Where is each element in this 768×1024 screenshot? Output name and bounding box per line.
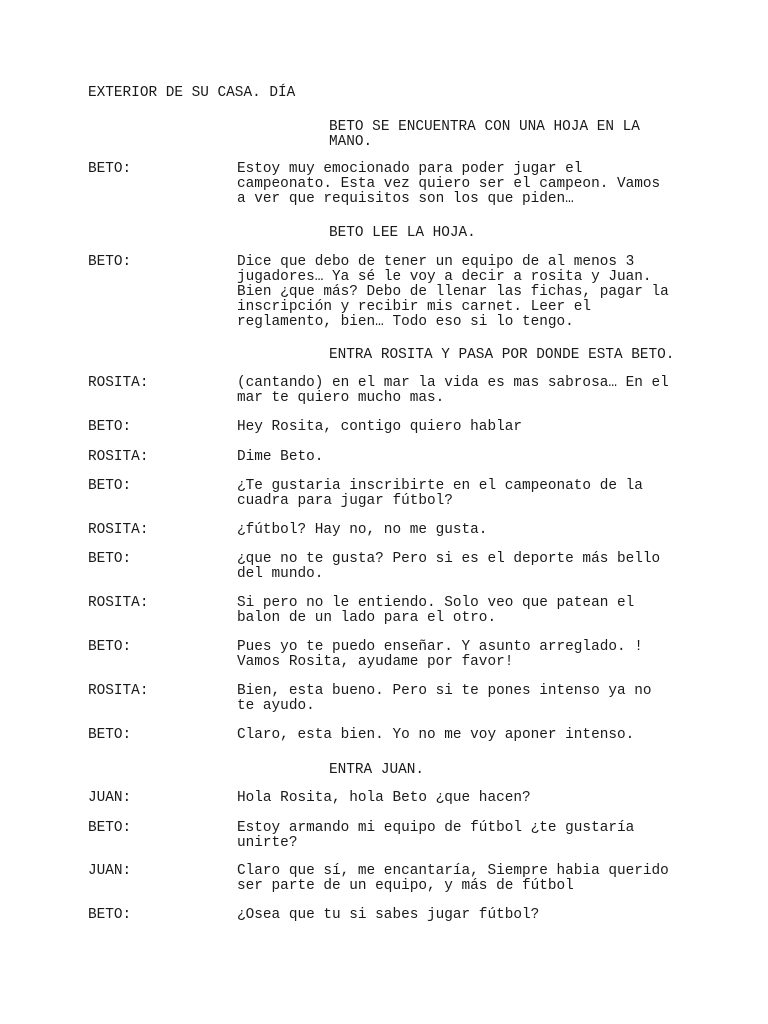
dialogue-text: ¿fútbol? Hay no, no me gusta. (237, 522, 488, 538)
action-line: BETO LEE LA HOJA. (329, 225, 476, 241)
dialogue-text: ¿Osea que tu si sabes jugar fútbol? (237, 907, 540, 923)
action-line: ENTRA ROSITA Y PASA POR DONDE ESTA BETO. (329, 347, 675, 363)
speaker-name: BETO: (88, 254, 132, 270)
dialogue-text: Estoy armando mi equipo de fútbol ¿te gustaría unirte? (237, 820, 635, 851)
speaker-name: JUAN: (88, 863, 132, 879)
action-line: BETO SE ENCUENTRA CON UNA HOJA EN LA MANO. (329, 119, 640, 150)
dialogue-text: Dime Beto. (237, 449, 324, 465)
speaker-name: ROSITA: (88, 522, 149, 538)
speaker-name: ROSITA: (88, 449, 149, 465)
dialogue-text: (cantando) en el mar la vida es mas sabrosa… En el mar te quiero mucho mas. (237, 375, 669, 406)
speaker-name: BETO: (88, 639, 132, 655)
speaker-name: BETO: (88, 727, 132, 743)
dialogue-text: Hola Rosita, hola Beto ¿que hacen? (237, 790, 531, 806)
dialogue-text: Claro que sí, me encantaría, Siempre habia querido ser parte de un equipo, y más de fútbol (237, 863, 669, 894)
action-line: ENTRA JUAN. (329, 762, 424, 778)
speaker-name: JUAN: (88, 790, 132, 806)
dialogue-text: ¿Te gustaria inscribirte en el campeonato de la cuadra para jugar fútbol? (237, 478, 643, 509)
dialogue-text: Dice que debo de tener un equipo de al menos 3 jugadores… Ya sé le voy a decir a rosita y Juan. Bien ¿que más? Debo de llenar las fichas, pagar la inscripción y recibir mis carnet. Leer el reglamento, bien… Todo eso si lo tengo. (237, 254, 669, 330)
speaker-name: BETO: (88, 478, 132, 494)
speaker-name: BETO: (88, 907, 132, 923)
speaker-name: BETO: (88, 419, 132, 435)
speaker-name: BETO: (88, 820, 132, 836)
speaker-name: BETO: (88, 161, 132, 177)
dialogue-text: Hey Rosita, contigo quiero hablar (237, 419, 522, 435)
dialogue-text: Estoy muy emocionado para poder jugar el campeonato. Esta vez quiero ser el campeon. Vamos a ver que requisitos son los que piden… (237, 161, 661, 207)
scene-heading: EXTERIOR DE SU CASA. DÍA (88, 85, 296, 101)
speaker-name: ROSITA: (88, 683, 149, 699)
speaker-name: ROSITA: (88, 375, 149, 391)
dialogue-text: Si pero no le entiendo. Solo veo que patean el balon de un lado para el otro. (237, 595, 635, 626)
speaker-name: BETO: (88, 551, 132, 567)
dialogue-text: Bien, esta bueno. Pero si te pones intenso ya no te ayudo. (237, 683, 652, 714)
dialogue-text: ¿que no te gusta? Pero si es el deporte más bello del mundo. (237, 551, 661, 582)
dialogue-text: Pues yo te puedo enseñar. Y asunto arreglado. ! Vamos Rosita, ayudame por favor! (237, 639, 643, 670)
speaker-name: ROSITA: (88, 595, 149, 611)
dialogue-text: Claro, esta bien. Yo no me voy aponer intenso. (237, 727, 635, 743)
